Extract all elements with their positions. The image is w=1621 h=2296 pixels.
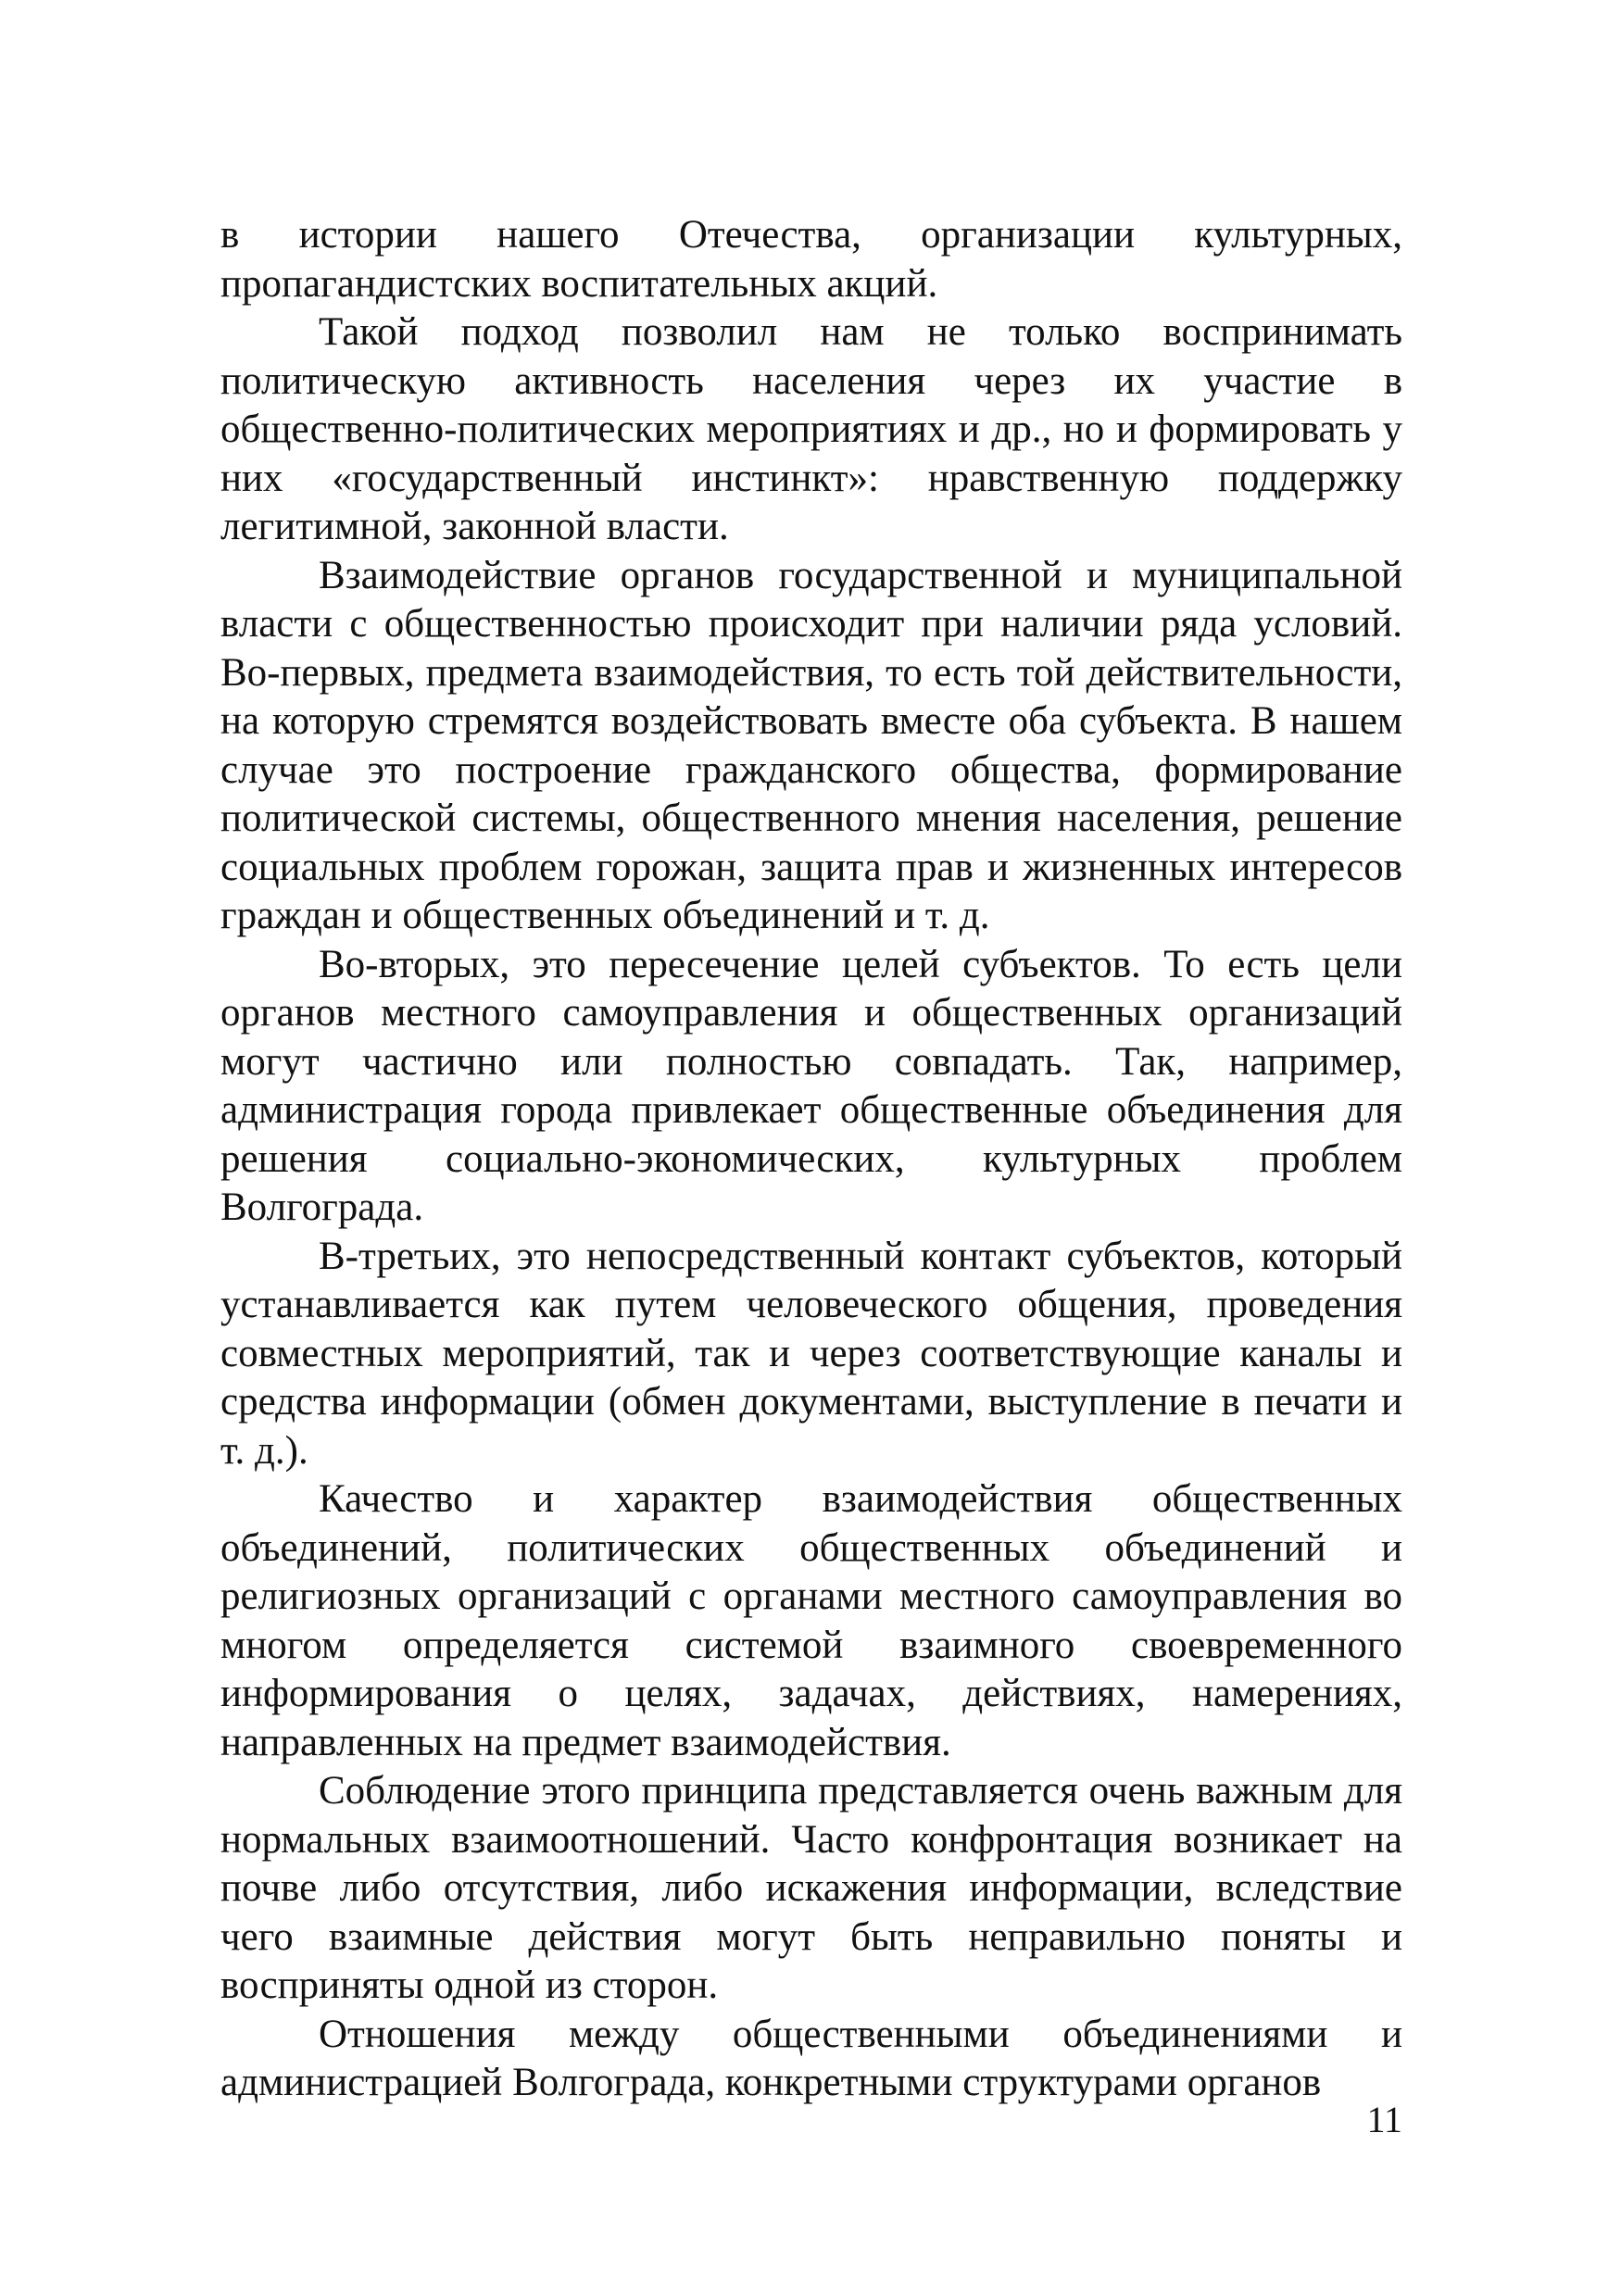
paragraph-3: Взаимодействие органов государственной и муниципальной власти с общественностью происходит при наличии ряда условий. Во-первых, предмета взаимодействия, то есть той действительности, на которую стремятся воздействовать вместе оба субъекта. В нашем случае это построение гражданского общества, формирование политической системы, общественного мнения населения, решение социальных проблем горожан, защита прав и жизненных интересов граждан и общественных объединений и т. д. [220,553,1402,937]
paragraph-6: Качество и характер взаимодействия общественных объединений, политических общественных объединений и религиозных организаций с органами местного самоуправления во многом определяется системой взаимного своевременного информирования о целях, задачах, действиях, намерениях, направленных на предмет взаимодействия. [220,1477,1402,1764]
paragraph-5: В-третьих, это непосредственный контакт субъектов, который устанавливается как путем человеческого общения, проведения совместных мероприятий, так и через соответствующие каналы и средства информации (обмен документами, выступление в печати и т. д.). [220,1234,1402,1473]
page-number: 11 [1366,2099,1402,2140]
paragraph-1: в истории нашего Отечества, организации культурных, пропагандистских воспитательных акций. [220,213,1402,306]
paragraph-2: Такой подход позволил нам не только воспринимать политическую активность населения через их участие в общественно-политических мероприятиях и др., но и формировать у них «государственный инстинкт»: нравственную поддержку легитимной, законной власти. [220,310,1402,548]
paragraph-4: Во-вторых, это пересечение целей субъектов. То есть цели органов местного самоуправления и общественных организаций могут частично или полностью совпадать. Так, например, администрация города привлекает общественные объединения для решения социально-экономических, культурных проблем Волгограда. [220,942,1402,1229]
paragraph-8: Отношения между общественными объединениями и администрацией Волгограда, конкретными структурами органов [220,2012,1402,2104]
paragraph-7: Соблюдение этого принципа представляется очень важным для нормальных взаимоотношений. Часто конфронтация возникает на почве либо отсутствия, либо искажения информации, вследствие чего взаимные действия могут быть неправильно поняты и восприняты одной из сторон. [220,1769,1402,2007]
body-text [220,211,1402,2108]
